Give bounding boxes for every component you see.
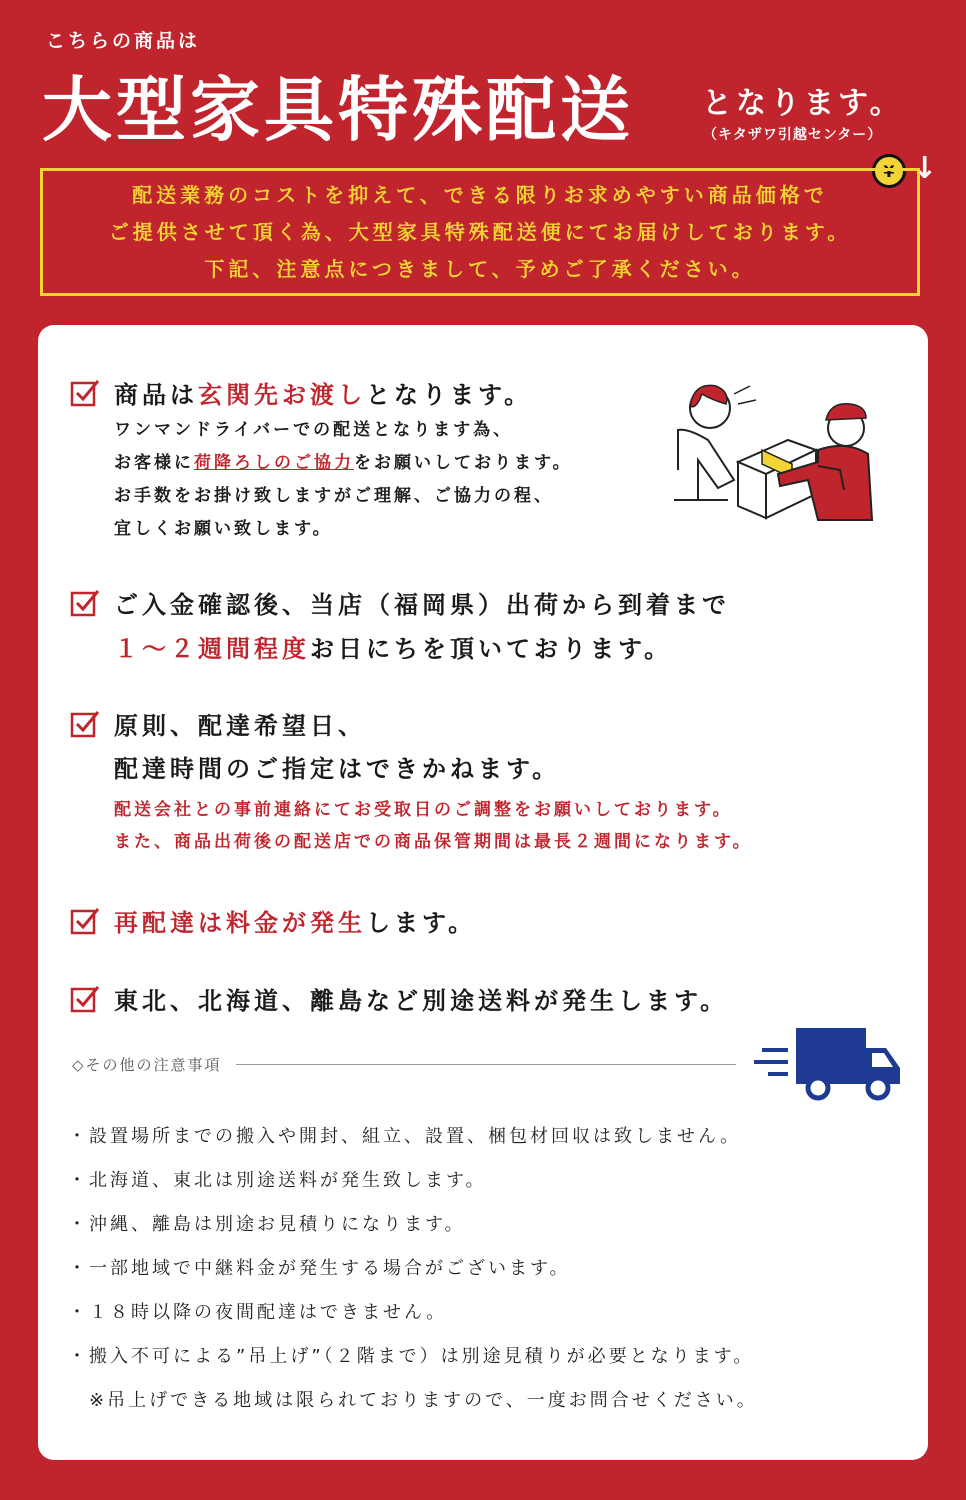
title-suffix: となります。 [702,86,904,121]
illustration-label: image [854,521,876,529]
notice-line: 下記、注意点につきまして、予めご了承ください。 [204,256,756,281]
delivery-person-illustration [668,370,888,540]
section2-line2-rest: お日にちを頂いております。 [310,635,673,663]
page-title: 大型家具特殊配送 [42,69,634,151]
notice-box [40,168,920,296]
checkbox-icon [70,708,100,738]
section4-heading-highlight: 再配達は料金が発生 [114,909,366,937]
section1-line1: ワンマンドライバーでの配送となります為、 [114,420,514,440]
info-card [38,325,928,1460]
other-note-item: ・北海道、東北は別途送料が発生致します。 [68,1170,487,1191]
section1-heading [114,375,532,410]
section1-heading-a: 商品は [114,381,198,409]
title-note: （キタザワ引越センター） [703,127,883,143]
section3-line1: 原則、配達希望日、 [114,712,366,740]
section3-line2: 配達時間のご指定はできかねます。 [114,755,561,783]
section3-note1: 配送会社との事前連絡にてお受取日のご調整をお願いしております。 [114,800,733,820]
section4-heading-rest: します。 [366,909,477,937]
section1-line2-c: をお願いしております。 [354,453,573,473]
section1-line2-a: お客様に [114,453,194,473]
checkbox-icon [70,377,100,407]
section1-line2 [114,448,573,473]
pre-title: こちらの商品は [46,30,201,52]
notice-line: 配送業務のコストを抑えて、できる限りお求めやすい商品価格で [132,182,828,207]
down-arrow-icon: ↓ [912,151,938,186]
other-note-item: ・一部地域で中継料金が発生する場合がございます。 [68,1258,571,1279]
other-note-item: ※吊上げできる地域は限られておりますので、一度お問合せください。 [68,1390,758,1411]
section2-line2 [114,629,672,664]
divider [236,1064,736,1065]
section2-line2-highlight: １～２週間程度 [114,635,310,663]
section3-note2: また、商品出荷後の配送店での商品保管期間は最長２週間になります。 [114,832,753,852]
section1-line2-highlight: 荷降ろしのご協力 [194,453,354,473]
other-note-item: ・１８時以降の夜間配達はできません。 [68,1302,448,1323]
section5-heading: 東北、北海道、離島など別途送料が発生します。 [114,987,729,1015]
delivery-truck-icon [752,1026,902,1102]
yen-symbol: ¥ [883,161,895,181]
checkbox-icon [70,905,100,935]
section1-heading-highlight: 玄関先お渡し [198,381,366,409]
section2-line1: ご入金確認後、当店（福岡県）出荷から到着まで [114,591,730,619]
notice-line: ご提供させて頂く為、大型家具特殊配送便にてお届けしております。 [108,219,852,244]
other-notes-label: ◇その他の注意事項 [72,1056,222,1074]
other-note-item: ・搬入不可による”吊上げ”（２階まで）は別途見積りが必要となります。 [68,1346,755,1367]
section4-heading [114,903,476,938]
other-note-item: ・設置場所までの搬入や開封、組立、設置、梱包材回収は致しません。 [68,1126,742,1147]
section1-heading-c: となります。 [366,381,533,409]
section1-line3: お手数をお掛け致しますがご理解、ご協力の程、 [114,486,554,506]
section1-line4: 宜しくお願い致します。 [114,519,333,539]
checkbox-icon [70,587,100,617]
other-note-item: ・沖縄、離島は別途お見積りになります。 [68,1214,466,1235]
checkbox-icon [70,983,100,1013]
